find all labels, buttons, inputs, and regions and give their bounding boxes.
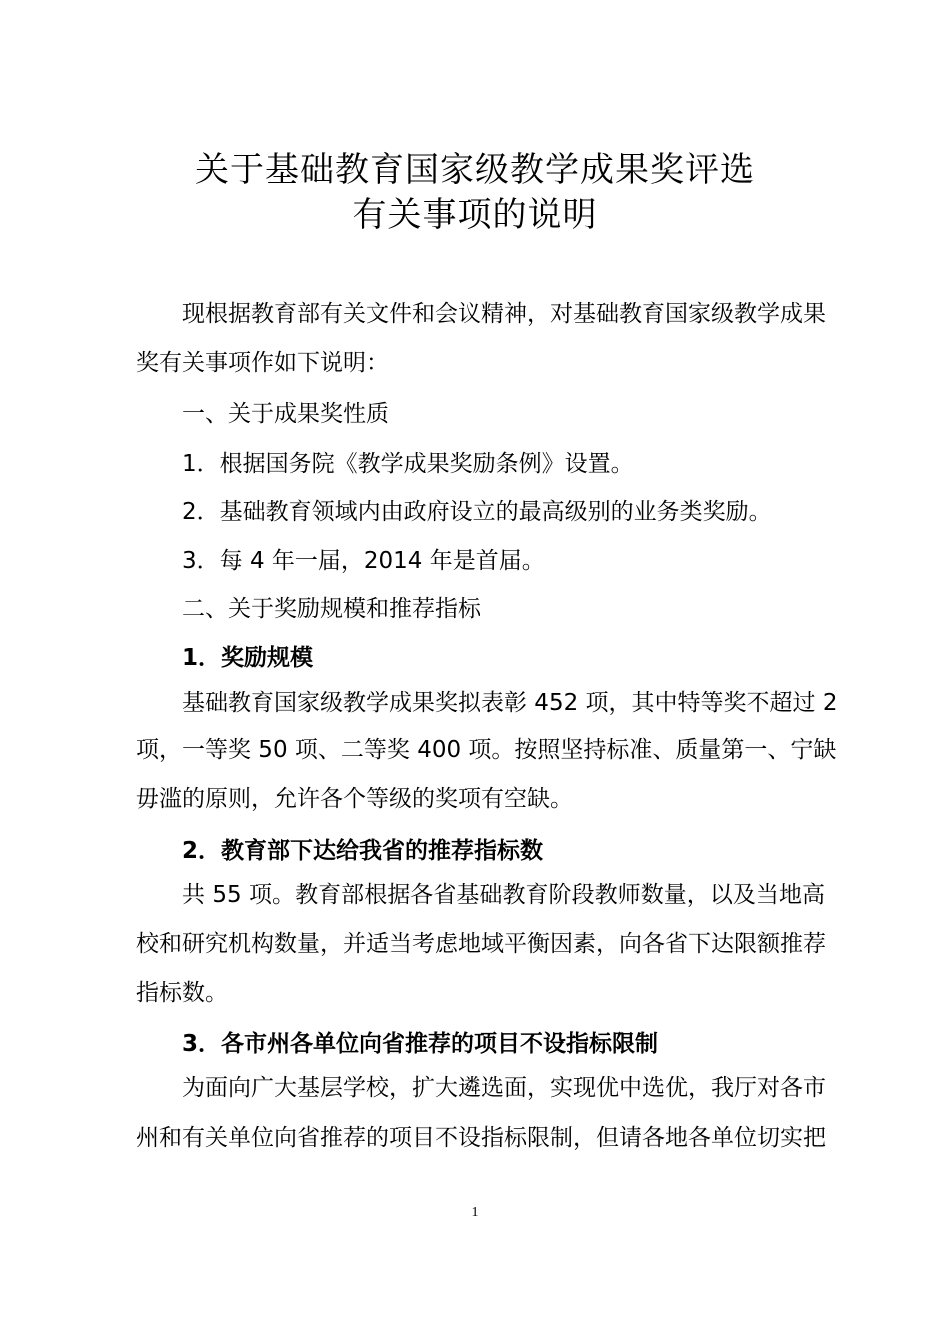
subsection-1-line-1: 基础教育国家级教学成果奖拟表彰 452 项，其中特等奖不超过 2 xyxy=(182,690,838,716)
document-title-line-1: 关于基础教育国家级教学成果奖评选 xyxy=(195,150,755,190)
subsection-3-line-1: 为面向广大基层学校，扩大遴选面，实现优中选优，我厅对各市 xyxy=(182,1075,826,1101)
page-number: 1 xyxy=(471,1205,479,1220)
subsection-2-line-1: 共 55 项。教育部根据各省基础教育阶段教师数量，以及当地高 xyxy=(182,882,825,908)
intro-paragraph-line-2: 奖有关事项作如下说明： xyxy=(136,350,389,376)
subsection-1-heading: 1．奖励规模 xyxy=(182,645,314,671)
subsection-1-line-3: 毋滥的原则，允许各个等级的奖项有空缺。 xyxy=(136,786,573,812)
subsection-2-line-3: 指标数。 xyxy=(136,980,228,1006)
section-1-item-3: 3．每 4 年一届，2014 年是首届。 xyxy=(182,548,545,574)
subsection-3-heading: 3．各市州各单位向省推荐的项目不设指标限制 xyxy=(182,1031,659,1057)
subsection-2-heading: 2．教育部下达给我省的推荐指标数 xyxy=(182,838,544,864)
subsection-1-line-2: 项，一等奖 50 项、二等奖 400 项。按照坚持标准、质量第一、宁缺 xyxy=(136,737,837,763)
section-2-heading: 二、关于奖励规模和推荐指标 xyxy=(182,596,481,622)
section-1-item-2: 2．基础教育领域内由政府设立的最高级别的业务类奖励。 xyxy=(182,499,772,525)
document-title-line-2: 有关事项的说明 xyxy=(352,195,598,235)
section-1-heading: 一、关于成果奖性质 xyxy=(182,401,389,427)
subsection-3-line-2: 州和有关单位向省推荐的项目不设指标限制，但请各地各单位切实把 xyxy=(136,1125,826,1151)
intro-paragraph-line-1: 现根据教育部有关文件和会议精神，对基础教育国家级教学成果 xyxy=(182,301,826,327)
subsection-2-line-2: 校和研究机构数量，并适当考虑地域平衡因素，向各省下达限额推荐 xyxy=(136,931,826,957)
section-1-item-1: 1．根据国务院《教学成果奖励条例》设置。 xyxy=(182,451,634,477)
